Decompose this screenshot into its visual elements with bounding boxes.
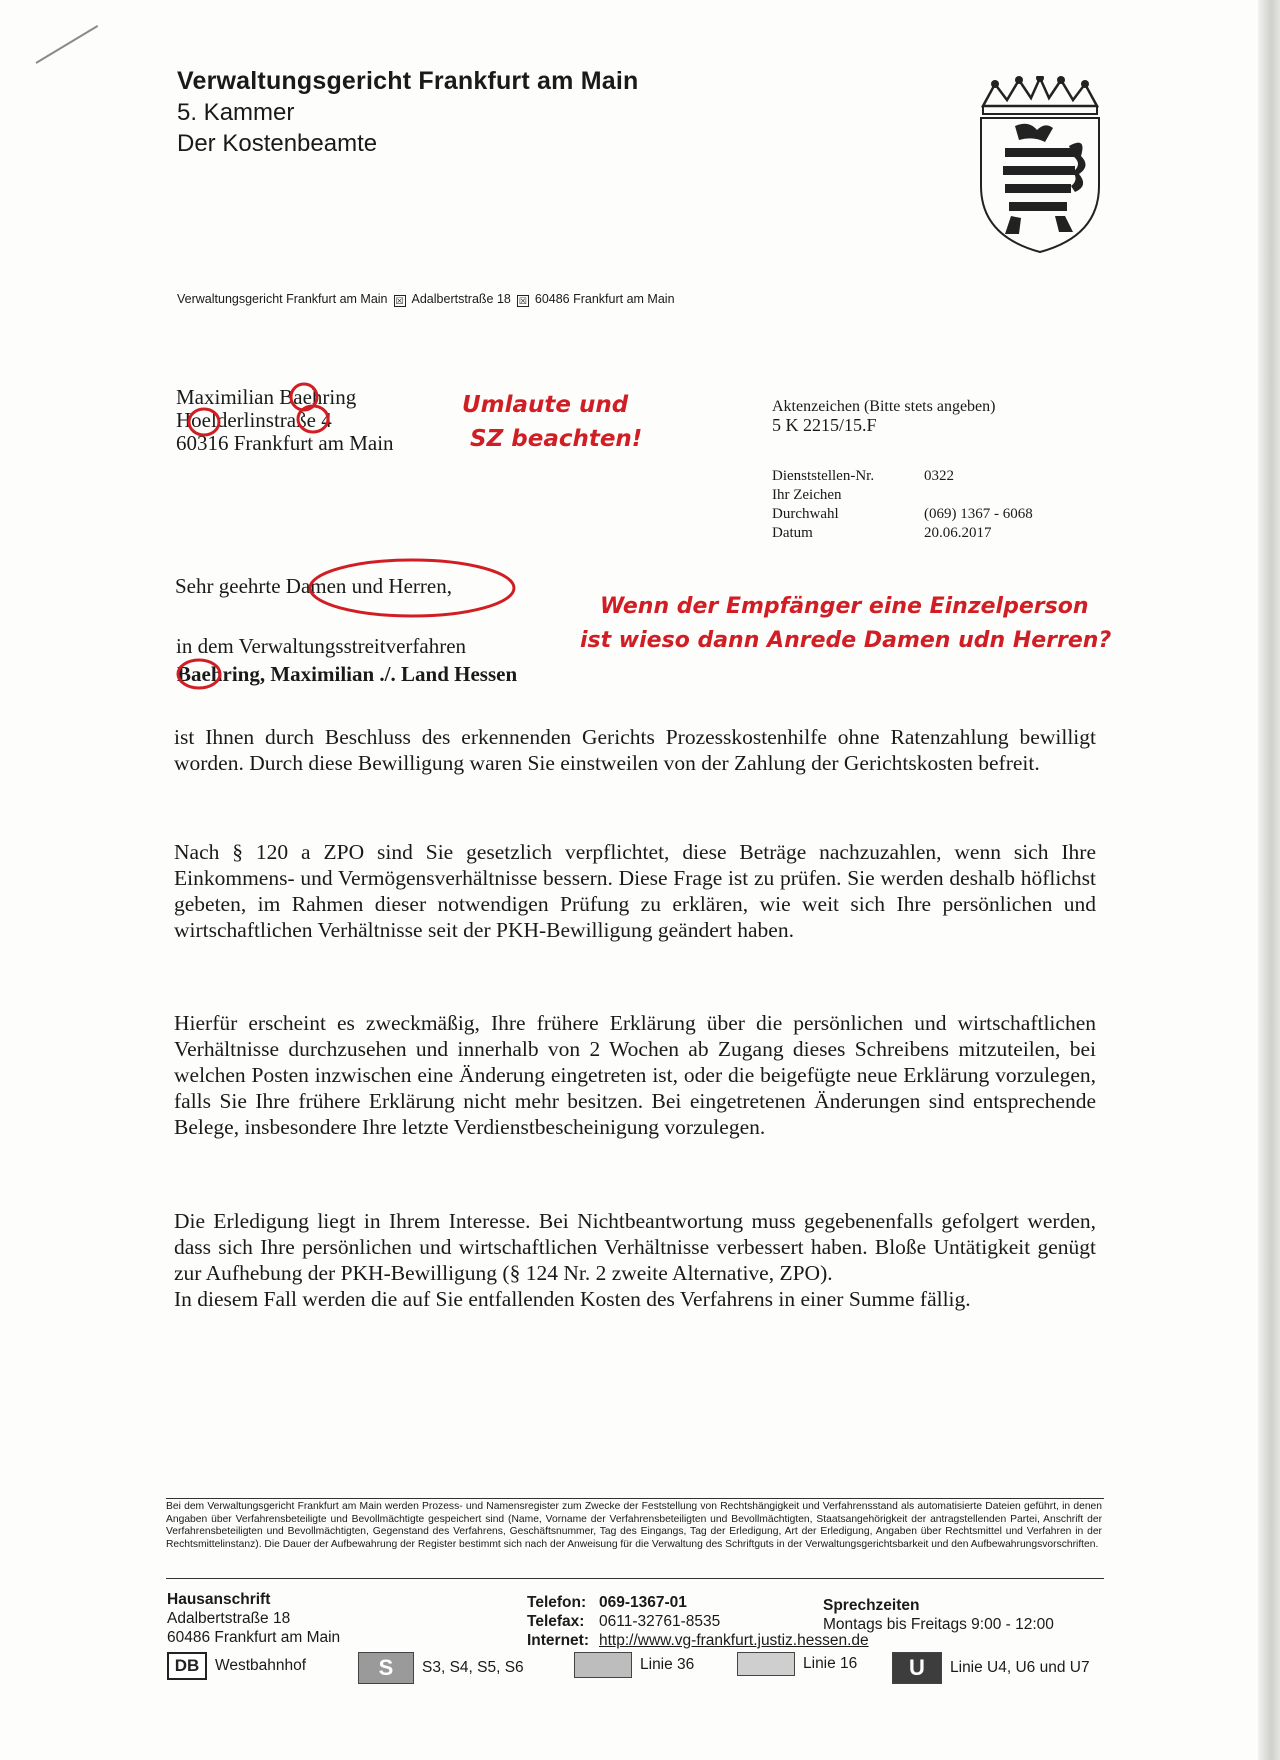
annotation-salutation-note — [580, 590, 1112, 658]
info-value: (069) 1367 - 6068 — [924, 506, 1033, 522]
recipient-city: 60316 Frankfurt am Main — [176, 431, 394, 455]
body-sentence: Die Erledigung liegt in Ihrem Interesse. Bei Nichtbeantwortung muss gegebenenfalls gefolgert werden, dass sich Ihre persönlichen und wirtschaftlichen Verhältnisse verbessert haben. Bloße Untätigkeit genügt zur Aufhebung der PKH-Bewilligung (§ 124 Nr. 2 zweite Alternative, ZPO). — [174, 1209, 1096, 1285]
transit-item-bus — [574, 1652, 694, 1678]
body-paragraph — [174, 1208, 1096, 1312]
privacy-notice: Bei dem Verwaltungsgericht Frankfurt am Main werden Prozess- und Namensregister zum Zwecke der Feststellung von Rechtshängigkeit und Verfahrensstand als automatisierte Dateien geführt, in denen Angaben über Verfahrensbeteiligte und Bevollmächtigte gespeichert sind (Name, Vorname der Verfahrensbeteiligten und Bevollmächtigten, Staatsangehörigkeit der antragstellenden Partei, Anschrift der Verfahrensbeteiligten und Bevollmächtigten, Gegenstand des Verfahrens, Geschäftsnummer, Tag des Eingangs, Tag der Erledigung, Art der Erledigung, Angaben über Rechtsmittel und Verfahren in der Rechtsmittelinstanz). Die Dauer der Aufbewahrung der Register bestimmt sich nach der Anweisung für die Verwaltung des Schriftguts in der Verwaltungsgerichtsbarkeit und den Aufbewahrungsvorschriften. — [166, 1501, 1102, 1550]
body-paragraph: Nach § 120 a ZPO sind Sie gesetzlich verpflichtet, diese Beträge nachzuzahlen, wenn sich Ihre Einkommens- und Vermögensverhältnisse bessern. Diese Frage ist zu prüfen. Sie werden deshalb höflichst gebeten, im Rahmen dieser notwendigen Prüfung zu erklären, wie weit sich Ihre persönlichen und wirtschaftlichen Verhältnisse seit der PKH-Bewilligung geändert haben. — [174, 840, 1096, 942]
return-address-court: Verwaltungsgericht Frankfurt am Main — [177, 292, 388, 306]
address-title: Hausanschrift — [167, 1591, 271, 1608]
body-sentence: In diesem Fall werden die auf Sie entfallenden Kosten des Verfahrens in einer Summe fällig. — [174, 1287, 971, 1311]
fax-label: Telefax: — [527, 1613, 585, 1630]
info-row — [772, 468, 1033, 487]
website-link[interactable]: http://www.vg-frankfurt.justiz.hessen.de — [599, 1632, 869, 1649]
transit-item-tram — [737, 1652, 857, 1676]
reference-number: 5 K 2215/15.F — [772, 415, 877, 435]
separator-checkbox-icon: ☒ — [518, 296, 527, 306]
footer-rule-bottom — [166, 1578, 1104, 1579]
reference-label: Aktenzeichen (Bitte stets angeben) — [772, 398, 996, 415]
body-paragraph: Hierfür erscheint es zweckmäßig, Ihre frühere Erklärung über die persönlichen und wirtschaftlichen Verhältnisse durchzusehen und innerhalb von 2 Wochen ab Zugang dieses Schreibens mitzuteilen, bei welchen Posten inzwischen eine Änderung eingetreten ist, oder die beigefügte neue Erklärung vorzulegen, falls Sie Ihre frühere Erklärung nicht mehr besitzen. Bei eingetretenen Änderungen sind entsprechende Belege, insbesondere Ihre letzte Verdienstbescheinigung vorzulegen. — [174, 1011, 1096, 1139]
internet-label: Internet: — [527, 1632, 589, 1649]
page-edge-shadow — [1258, 0, 1280, 1760]
footer-contact — [527, 1593, 869, 1650]
db-rail-icon: DB — [167, 1652, 207, 1680]
transit-item-ubahn — [892, 1652, 1090, 1684]
footer-address — [167, 1590, 340, 1647]
recipient-street: Hoelderlinstraße 4 — [176, 408, 332, 432]
bus-icon — [574, 1652, 632, 1678]
transit-label: Linie U4, U6 und U7 — [950, 1659, 1090, 1676]
info-value: 20.06.2017 — [924, 525, 992, 541]
info-row — [772, 506, 1033, 525]
footer-rule-top — [166, 1498, 1104, 1499]
info-label: Ihr Zeichen — [772, 487, 842, 503]
body-paragraph: ist Ihnen durch Beschluss des erkennenden Gerichts Prozesskostenhilfe ohne Ratenzahlung bewilligt worden. Durch diese Bewilligung waren Sie einstweilen von der Zahlung der Gerichtskosten befreit. — [174, 725, 1096, 775]
return-address-street: Adalbertstraße 18 — [411, 292, 511, 306]
phone-label: Telefon: — [527, 1594, 587, 1611]
u-bahn-icon: U — [892, 1652, 942, 1684]
proceedings-parties: Baehring, Maximilian ./. Land Hessen — [177, 662, 518, 686]
info-table — [772, 468, 1033, 544]
hours-title: Sprechzeiten — [823, 1597, 920, 1614]
recipient-name: Maximilian Baehring — [176, 385, 357, 409]
info-label: Durchwahl — [772, 506, 839, 522]
annotation-line: ist wieso dann Anrede Damen udn Herren? — [580, 628, 1112, 653]
return-address-line — [177, 292, 675, 307]
officer: Der Kostenbeamte — [177, 130, 378, 157]
transit-item-sbahn — [358, 1652, 524, 1684]
annotation-line: Umlaute und — [462, 392, 629, 418]
transit-label: Westbahnhof — [215, 1657, 307, 1674]
info-label: Dienststellen-Nr. — [772, 468, 875, 484]
salutation: Sehr geehrte Damen und Herren, — [175, 574, 452, 598]
s-bahn-icon: S — [358, 1652, 414, 1684]
hessen-coat-of-arms-icon — [975, 76, 1105, 254]
transit-label: S3, S4, S5, S6 — [422, 1659, 524, 1676]
hours-text: Montags bis Freitags 9:00 - 12:00 — [823, 1616, 1054, 1633]
separator-checkbox-icon: ☒ — [395, 296, 404, 306]
chamber: 5. Kammer — [177, 99, 295, 126]
transit-label: Linie 36 — [640, 1656, 695, 1673]
phone-number: 069-1367-01 — [599, 1594, 687, 1611]
transit-item-db — [167, 1652, 306, 1680]
info-row — [772, 487, 1033, 506]
return-address-city: 60486 Frankfurt am Main — [534, 292, 675, 306]
letterhead — [177, 66, 638, 159]
fax-number: 0611-32761-8535 — [599, 1613, 721, 1630]
annotation-line: SZ beachten! — [470, 426, 643, 452]
info-label: Datum — [772, 525, 813, 541]
annotation-umlaut-note — [462, 388, 642, 456]
recipient-address — [176, 387, 394, 456]
reference-block — [772, 398, 995, 434]
info-value: 0322 — [924, 468, 954, 484]
staple-mark — [35, 25, 98, 64]
info-row — [772, 525, 1033, 544]
transit-label: Linie 16 — [803, 1655, 858, 1672]
address-street: Adalbertstraße 18 — [167, 1610, 291, 1627]
tram-icon — [737, 1652, 795, 1676]
proceedings-intro: in dem Verwaltungsstreitverfahren — [176, 634, 467, 658]
annotation-line: Wenn der Empfänger eine Einzelperson — [600, 594, 1089, 619]
address-city: 60486 Frankfurt am Main — [167, 1629, 341, 1646]
footer-hours — [823, 1596, 1054, 1634]
court-name: Verwaltungsgericht Frankfurt am Main — [177, 67, 639, 95]
